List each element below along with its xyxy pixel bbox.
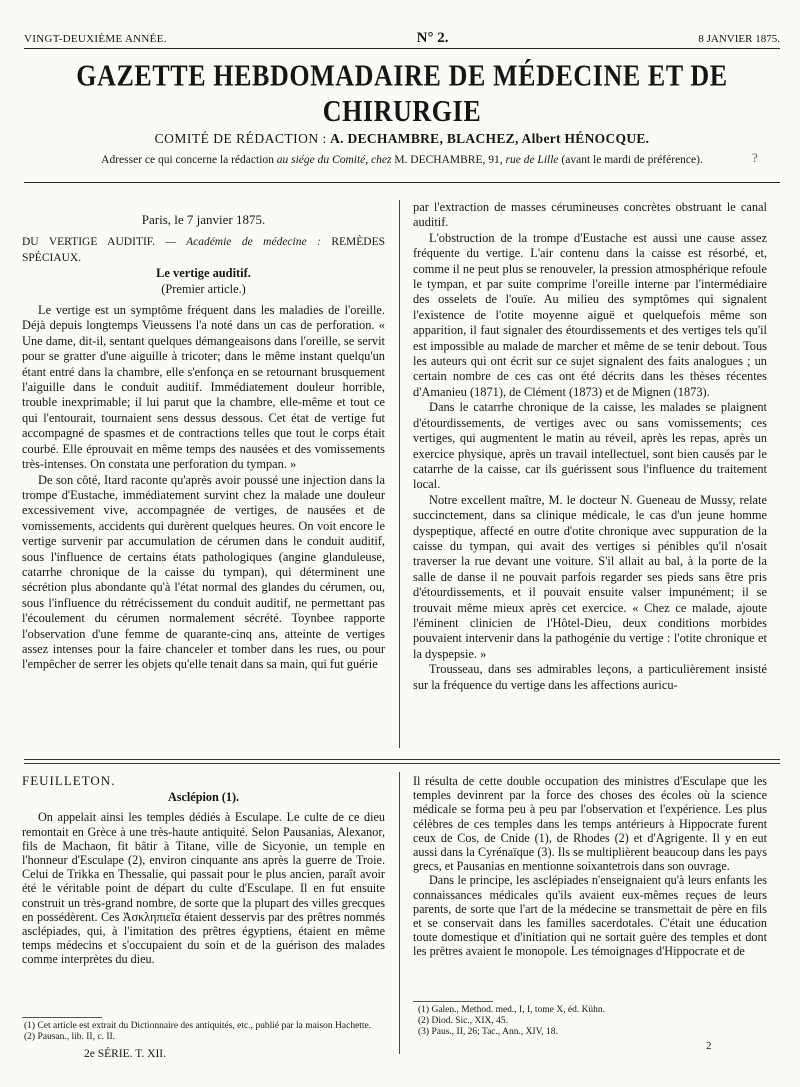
header-rule <box>24 48 780 49</box>
column-divider <box>399 200 400 748</box>
feuilleton-left-column <box>22 774 385 967</box>
footnote: (1) Galen., Method. med., I, I, tome X, éd. Kühn. <box>418 1005 606 1015</box>
article-heading <box>22 235 385 266</box>
paragraph: Notre excellent maître, M. le docteur N. Gueneau de Mussy, relate succinctement, dans sa clinique médicale, le cas d'un jeune homme dyspeptique, affecté en outre d'otite chronique avec suppuration de la caisse du tympan, qui avait des vertiges si pénibles qu'il n'osait traverser la rue devant une voiture. S'il allait au bal, à la porte de la salle de danse il ne pouvait parfois regarder ses pieds sans être pris d'étourdissements, et il pouvait ensuite valser impunément; il se trouvait même mieux après cet exercice. « Chez ce malade, ajoute l'éminent clinicien de l'Hôtel-Dieu, deux conditions morbides pouvaient intervenir dans la pathogénie du vertige : l'otite chronique et la dyspepsie. » <box>413 492 767 661</box>
footnote: (2) Diod. Sic., XIX, 45. <box>418 1016 508 1026</box>
footnote: (1) Cet article est extrait du Dictionnaire des antiquités, etc., publié par la maison Hachette. <box>24 1021 372 1031</box>
feuilleton-rule <box>24 763 780 764</box>
paragraph: Il résulta de cette double occupation des ministres d'Esculape que les temples devinrent par la force des choses des écoles où la science médicale se forma peu à peu par l'observation et l'expérience. Les plus célèbres de ces temples dans les temps antérieurs à Hippocrate furent ceux de Cos, de Cnide (1), de Rhodes (2) et d'Agrigente. Il y en eut aussi dans la Cyrénaïque (3). Ils se multiplièrent beaucoup dans les pays grecs, et Pausanias en mentionne soixantetrois dans son ouvrage. <box>413 774 767 874</box>
publication-year: VINGT-DEUXIÈME ANNÉE. <box>24 33 167 45</box>
series-volume: 2e SÉRIE. T. XII. <box>84 1048 166 1060</box>
paragraph: Trousseau, dans ses admirables leçons, a particulièrement insisté sur la fréquence du vertige dans les affections auricu- <box>413 662 767 692</box>
feuilleton-label: FEUILLETON. <box>22 773 116 788</box>
committee-label: COMITÉ DE RÉDACTION : <box>154 131 327 146</box>
footnote: (2) Pausan., lib. II, c. II. <box>24 1032 116 1042</box>
paragraph: L'obstruction de la trompe d'Eustache est aussi une cause assez fréquente du vertige. L'air contenu dans la caisse est résorbé, et, comme il ne peut plus se renouveler, la pression atmosphérique refoule le tympan, et par suite comprime l'oreille interne par l'intermédiaire des osselets de l'ouïe. Au milieu des symptômes qui signalent l'existence de l'otite moyenne aiguë et quelquefois même son apparition, il faut signaler des étourdissements et des vertiges tels qu'il est impossible au malade de marcher et même de se tenir debout. Tous les auteurs qui ont écrit sur ce sujet signalent des faits analogues ; un certain nombre de ces cas ont été décrits dans les thèses récentes d'Amanieu (1871), de Clément (1873) et de Mignen (1873). <box>413 230 767 399</box>
footnotes-right <box>418 1005 772 1038</box>
article-left-column <box>22 212 385 673</box>
address-part-3: M. DECHAMBRE, 91, <box>394 154 503 166</box>
footnote: (3) Paus., II, 26; Tac., Ann., XIV, 18. <box>418 1027 558 1037</box>
article-subtitle: (Premier article.) <box>161 281 246 296</box>
article-title: Le vertige auditif. <box>156 266 251 281</box>
dateline: Paris, le 7 janvier 1875. <box>141 212 266 227</box>
editorial-address <box>24 154 780 166</box>
paragraph: par l'extraction de masses cérumineuses concrètes obstruant le canal auditif. <box>413 200 767 230</box>
article-right-column <box>413 200 767 693</box>
feuilleton-rule <box>24 759 780 760</box>
heading-topic: DU VERTIGE AUDITIF. <box>22 236 156 249</box>
paragraph: Le vertige est un symptôme fréquent dans les maladies de l'oreille. Déjà depuis longtemps Vieussens l'a noté dans un cas de perforation. « Une dame, dit-il, sentant quelques démangeaisons dans l'oreille, se servit pour se gratter d'une aiguille à tricoter; dans le même instant quelqu'un étant entré dans la chambre, elle s'enfonça en se retournant brusquement l'aiguille dans le conduit auditif. Immédiatement douleur horrible, trouble inexprimable; il lui parut que la chambre, elle-même et tout ce qui l'entourait, tournaient sens dessus dessous. Cet état de vertige fut accompagné de spasmes et de contractions telles que tout le corps était courbé. Elle éprouvait en même temps des nausées et des vomissements très-intenses. On constata une perforation du tympan. » <box>22 303 385 472</box>
page-number: 2 <box>706 1040 712 1052</box>
address-part-4: rue de Lille <box>505 154 559 166</box>
footnote-rule <box>413 1001 493 1002</box>
feuilleton-title: Asclépion (1). <box>167 790 240 805</box>
issue-number: N° 2. <box>416 30 449 46</box>
footnote-rule <box>22 1017 102 1018</box>
column-divider <box>399 772 400 1054</box>
paragraph: On appelait ainsi les temples dédiés à Esculape. Le culte de ce dieu remontait en Grèce à une très-haute antiquité. Selon Pausanias, Alexanor, fils de Machaon, fit bâtir à Titane, ville de Sicyonie, un temple en l'honneur d'Esculape (2), environ cinquante ans après la guerre de Troie. Celui de Trikka en Thessalie, qui passait pour le plus ancien, paraît avoir été le véritable point de départ du culte d'Esculape. Il en fut ensuite construit un très-grand nombre, de sorte que la plupart des villes grecques en possédèrent. Ces Ἀσκληπιεῖα étaient desservis par des prêtres nommés asclépiades, qui, à l'imitation des prêtres égyptiens, étaient en même temps médecins et s'occupaient du soin et de la guérison des malades comme interprètes du dieu. <box>22 810 385 967</box>
address-part-5: (avant le mardi de préférence). <box>561 154 703 166</box>
address-part-1: Adresser ce qui concerne la rédaction <box>101 154 274 166</box>
corner-mark: ? <box>752 150 758 165</box>
issue-date: 8 JANVIER 1875. <box>698 33 780 45</box>
heading-end: REMÈDES SPÉCIAUX. <box>22 236 386 264</box>
feuilleton-right-column <box>413 774 767 959</box>
footnotes-left <box>24 1021 387 1043</box>
editorial-committee <box>24 131 780 147</box>
paragraph: Dans le catarrhe chronique de la caisse, les malades se plaignent d'étourdissements, de vertiges avec ou sans vomissements; ces vertiges, qui augmentent le matin au réveil, après les repas, après un exercice physique, après un travail intellectuel, sont bien causés par le catarrhe de la caisse, car ils guérissent sous l'influence du traitement local. <box>413 400 767 492</box>
masthead-title: GAZETTE HEBDOMADAIRE DE MÉDECINE ET DE CHIRURGIE <box>76 58 728 129</box>
heading-source: — Académie de médecine : <box>165 236 321 249</box>
paragraph: Dans le principe, les asclépiades n'enseignaient qu'à leurs enfants les connaissances médicales qu'ils avaient eux-mêmes reçues de leurs parents, de sorte que l'art de la médecine se transmettait de père en fils et se conservait dans les familles sacerdotales. C'était une éducation toute domestique et d'initiation qui ne sortait guère des temples et dont les prêtres avaient le monopole. Les témoignages d'Hippocrate et de <box>413 873 767 959</box>
issue-header <box>24 30 780 47</box>
masthead-rule <box>24 182 780 183</box>
committee-names: A. DECHAMBRE, BLACHEZ, Albert HÉNOCQUE. <box>330 131 650 146</box>
paragraph: De son côté, Itard raconte qu'après avoir poussé une injection dans la trompe d'Eustache, immédiatement survint chez la malade une douleur excessivement vive, accompagnée de vertiges, de nausées et de vomissements, accidents qui durèrent quelques heures. On voit encore le vertige survenir par accumulation de cérumen dans le conduit auditif, sous l'influence de certains états pathologiques (angine glanduleuse, catarrhe chronique de la caisse du tympan), qui déterminent une sécrétion plus abondante qu'à l'état normal des glandes du cérumen, ou, sous l'influence du rétrécissement du conduit auditif, ne permettant pas l'écoulement du cérumen normalement sécrété. Toynbee rapporte l'observation d'une femme de quarante-cinq ans, atteinte de vertiges assez intenses pour la faire chanceler et tomber dans les rues, ou pour l'empêcher de serrer les objets qu'elle tenait dans sa main, qui fut guérie <box>22 472 385 672</box>
address-part-2: au siége du Comité, chez <box>276 154 392 166</box>
